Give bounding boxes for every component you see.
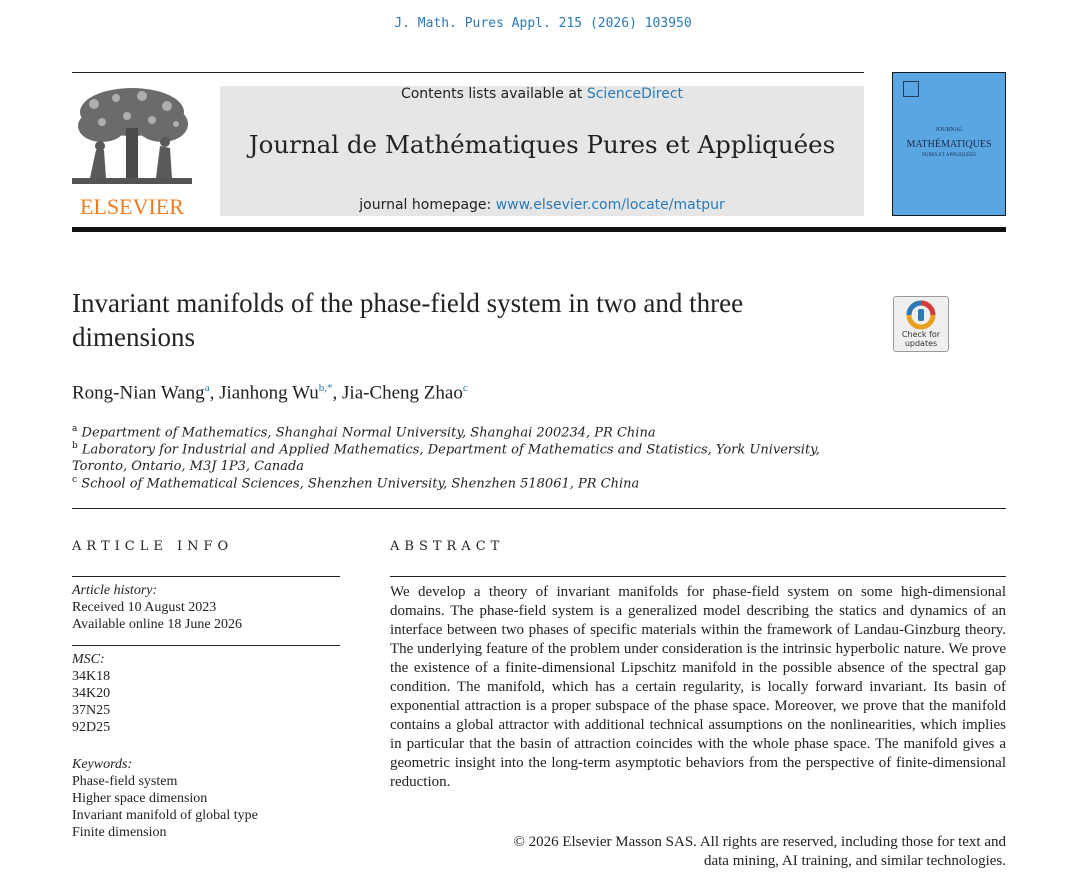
keyword[interactable]: Higher space dimension [72, 791, 208, 806]
abstract-heading: ABSTRACT [390, 539, 505, 554]
header-thick-rule [72, 227, 1006, 232]
author-name[interactable]: Jianhong Wu [219, 382, 319, 404]
contents-prefix: Contents lists available at [400, 86, 587, 102]
section-rule [72, 508, 1006, 509]
history-label: Article history: [72, 583, 158, 598]
msc-code[interactable]: 37N25 [72, 703, 111, 718]
copyright-notice [390, 833, 1006, 871]
author-separator: , [332, 382, 343, 404]
copyright-line-1: © 2026 Elsevier Masson SAS. All rights are reserved, including those for text and [513, 834, 1006, 850]
author-affiliation-mark[interactable]: a [204, 382, 210, 394]
author-affiliation-mark[interactable]: b,* [318, 382, 333, 394]
journal-homepage-link[interactable]: www.elsevier.com/locate/matpur [495, 197, 725, 213]
keyword[interactable]: Phase-field system [72, 774, 178, 789]
article-info-heading: ARTICLE INFO [72, 539, 234, 554]
elsevier-logo[interactable] [72, 84, 192, 218]
elsevier-tree-logo-icon [72, 84, 192, 192]
abstract-rule-top [390, 576, 1006, 577]
check-for-updates-label [894, 330, 948, 348]
article-history [72, 582, 340, 633]
affiliation-text: School of Mathematical Sciences, Shenzhen University, Shenzhen 518061, PR China [81, 476, 640, 492]
check-for-updates-button[interactable] [893, 296, 949, 352]
affiliation-mark: a [72, 424, 78, 434]
journal-banner [220, 86, 864, 216]
elsevier-wordmark: ELSEVIER [80, 194, 184, 219]
contents-line [220, 86, 864, 102]
badge-line-2: updates [904, 339, 938, 348]
abstract-text: We develop a theory of invariant manifolds for phase-field system on some high-dimensional domains. The phase-field system is a generalized model describing the statics and dynamics of an interface between two phases of specific materials within the framework of Landau-Ginzburg theory. The underlying feature of the problem under consideration is the intrinsic hyperbolic nature. We prove the existence of a finite-dimensional Lipschitz manifold in the possible absence of the spectral gap condition. The manifold, which has a certain regularity, is locally forward invariant. Its basin of exponential attraction is a proper subspace of the phase space. Moreover, we prove that the manifold contains a global attractor with additional technical assumptions on the nonlinearities, which implies in particular that the basin of attraction coincides with the whole phase space. The manifold gives a geometric insight into the long-term asymptotic behaviors from the perspective of finite-dimensional reduction. [390, 584, 1006, 790]
homepage-prefix: journal homepage: [359, 197, 496, 213]
msc-label: MSC: [72, 652, 105, 667]
cover-logo-icon [903, 81, 919, 97]
msc-block [72, 651, 340, 736]
badge-line-1: Check for [901, 330, 941, 339]
cover-subtitle: PURES ET APPLIQUÉES [922, 153, 976, 158]
journal-cover-thumbnail[interactable] [892, 72, 1006, 216]
header-top-rule [72, 72, 864, 73]
author-affiliation-mark[interactable]: c [462, 382, 468, 394]
keywords-label: Keywords: [72, 757, 133, 772]
copyright-line-2: data mining, AI training, and similar technologies. [703, 853, 1006, 869]
affiliation-mark: b [72, 441, 78, 451]
homepage-line [220, 197, 864, 213]
info-rule-msc [72, 645, 340, 646]
cover-journal-word: JOURNAL [935, 127, 963, 133]
affiliation-mark: c [72, 475, 78, 485]
keywords-block [72, 756, 340, 841]
available-date: Available online 18 June 2026 [72, 617, 243, 632]
msc-code[interactable]: 34K20 [72, 686, 111, 701]
journal-title: Journal de Mathématiques Pures et Appliquées [248, 130, 836, 159]
msc-code[interactable]: 34K18 [72, 669, 111, 684]
msc-code[interactable]: 92D25 [72, 720, 111, 735]
received-date: Received 10 August 2023 [72, 600, 217, 615]
affiliation-text: Department of Mathematics, Shanghai Normal University, Shanghai 200234, PR China [81, 425, 656, 441]
author-list [72, 382, 972, 404]
cover-title: MATHÉMATIQUES [906, 139, 992, 150]
check-for-updates-icon [894, 299, 948, 333]
author-name[interactable]: Jia-Cheng Zhao [342, 382, 463, 404]
keyword[interactable]: Invariant manifold of global type [72, 808, 258, 823]
sciencedirect-link[interactable]: ScienceDirect [586, 86, 684, 102]
affiliation-text: Laboratory for Industrial and Applied Mathematics, Department of Mathematics and Statistics, York University, Toronto, Ontario, M3J 1P3, Canada [72, 442, 820, 475]
author-name[interactable]: Rong-Nian Wang [72, 382, 205, 404]
affiliation-b [72, 438, 862, 475]
article-title: Invariant manifolds of the phase-field system in two and three dimensions [72, 288, 744, 352]
journal-citation[interactable]: J. Math. Pures Appl. 215 (2026) 103950 [394, 16, 692, 31]
info-rule-top [72, 576, 340, 577]
author-separator: , [209, 382, 220, 404]
affiliation-c [72, 472, 862, 492]
keyword[interactable]: Finite dimension [72, 825, 167, 840]
